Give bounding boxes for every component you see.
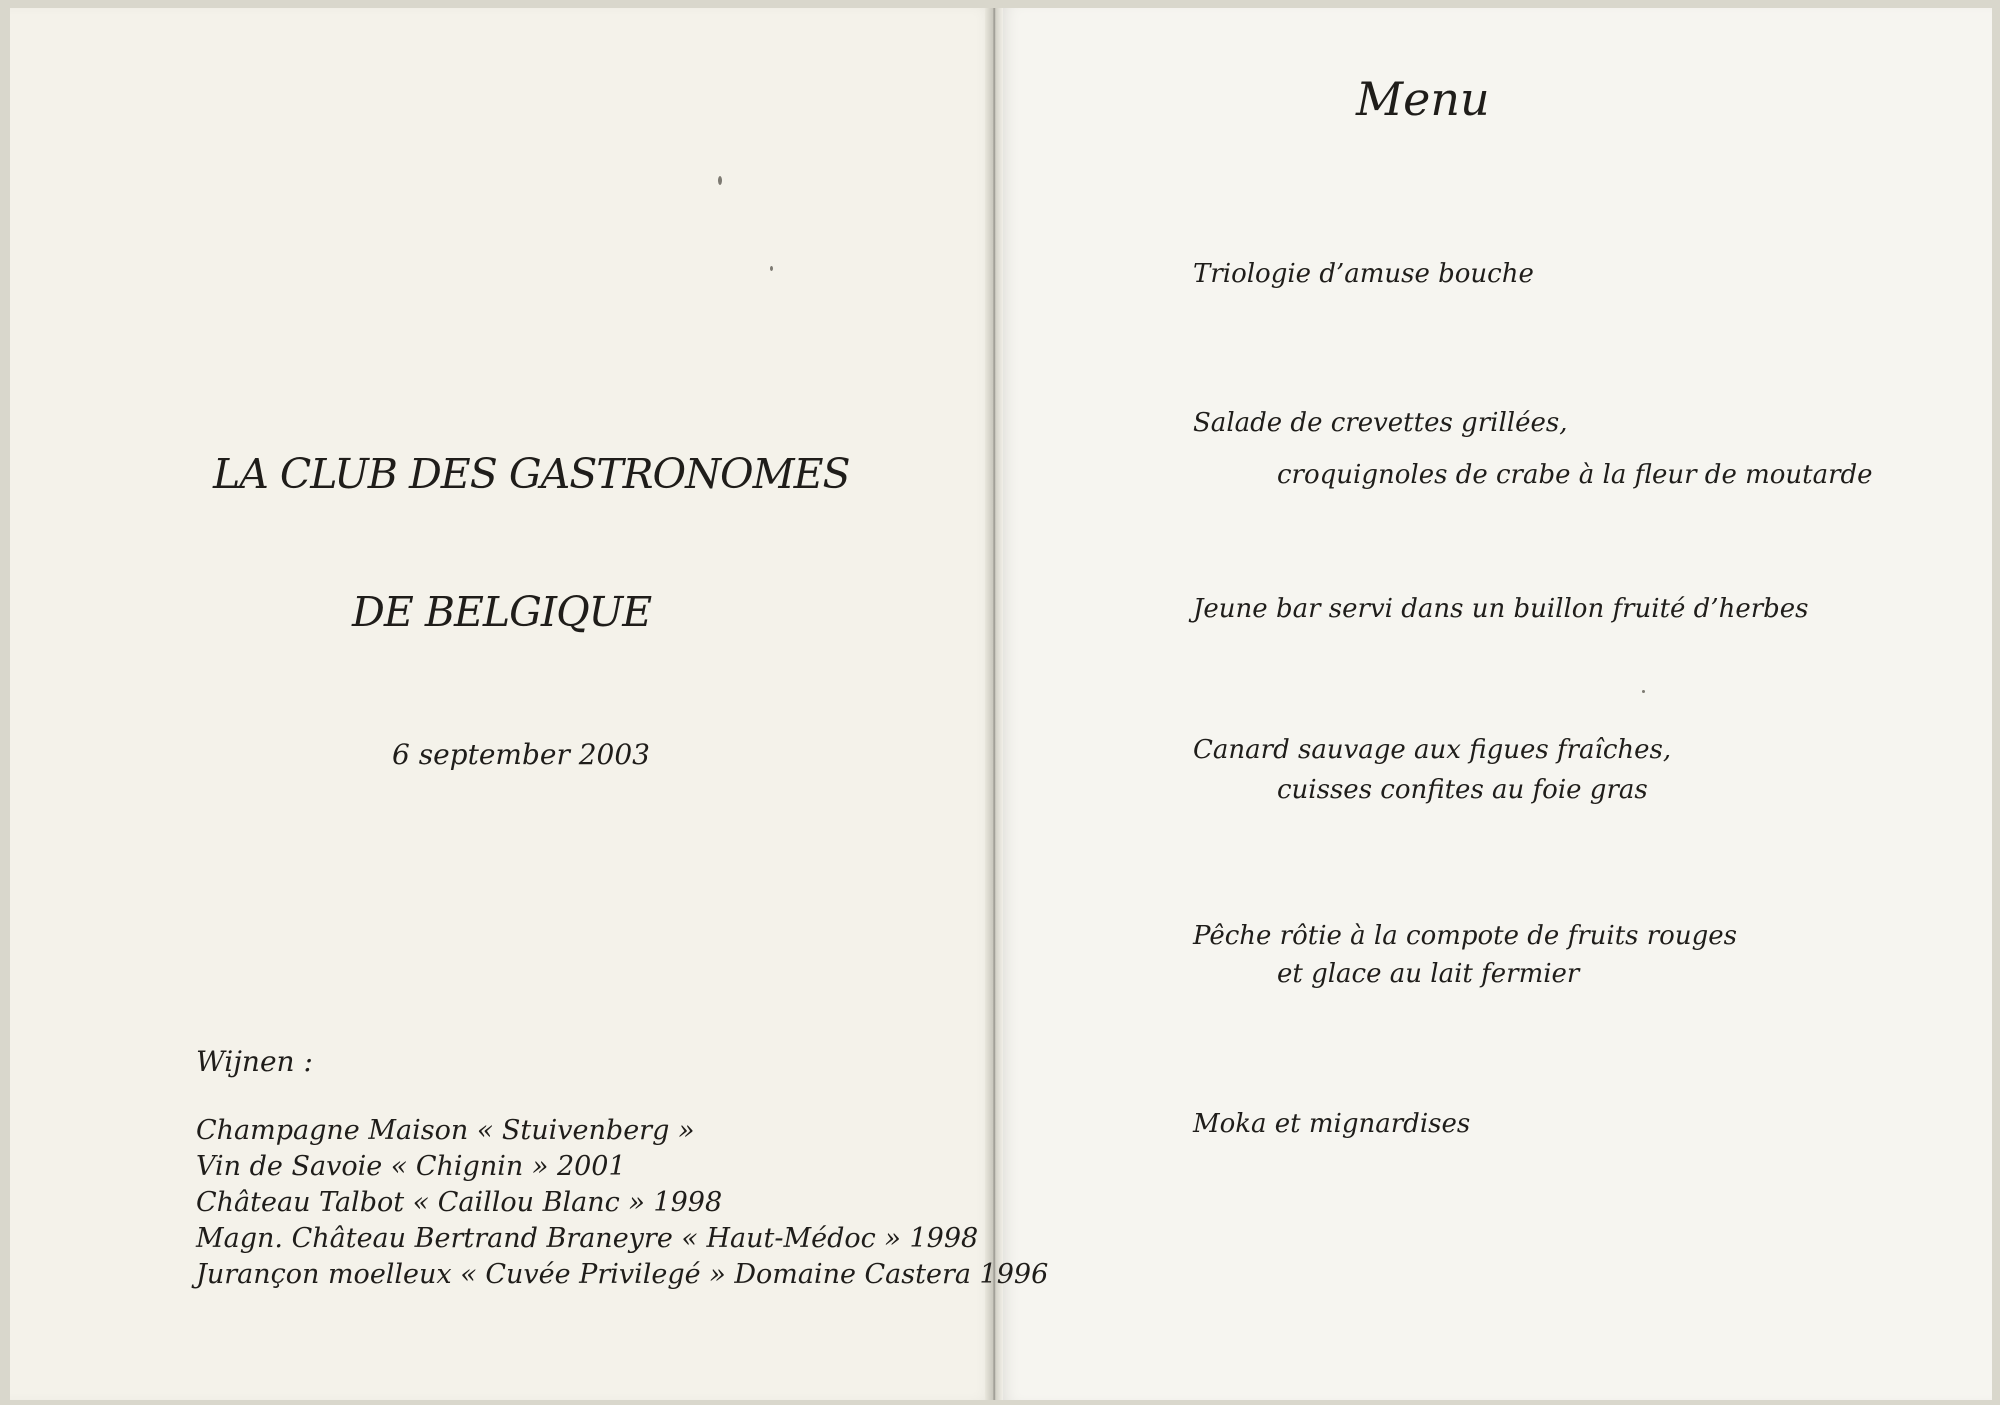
course-canard bbox=[1193, 730, 1671, 810]
wine-item: Champagne Maison « Stuivenberg » bbox=[196, 1115, 695, 1146]
course-line: Triologie d’amuse bouche bbox=[1193, 259, 1534, 289]
course-peche bbox=[1193, 916, 1737, 994]
wine-item: Château Talbot « Caillou Blanc » 1998 bbox=[196, 1187, 723, 1218]
course-line: Canard sauvage aux figues fraîches, bbox=[1193, 735, 1672, 765]
paper-speck bbox=[718, 176, 722, 185]
course-line: Salade de crevettes grillées, bbox=[1193, 408, 1568, 438]
right-page bbox=[1000, 8, 1992, 1400]
course-line: croquignoles de crabe à la fleur de moutarde bbox=[1277, 460, 1873, 490]
event-date: 6 september 2003 bbox=[392, 738, 650, 771]
paper-speck bbox=[1642, 690, 1645, 693]
wine-item: Magn. Château Bertrand Braneyre « Haut-Médoc » 1998 bbox=[196, 1223, 979, 1254]
wine-item: Jurançon moelleux « Cuvée Privilegé » Domaine Castera 1996 bbox=[196, 1259, 1049, 1290]
club-title-line1: LA CLUB DES GASTRONOMES bbox=[213, 450, 850, 498]
wines-heading: Wijnen : bbox=[196, 1045, 313, 1078]
course-amuse-bouche bbox=[1193, 254, 1534, 294]
paper-speck bbox=[770, 266, 773, 271]
menu-title: Menu bbox=[1356, 72, 1490, 126]
course-jeune-bar bbox=[1193, 589, 1809, 629]
course-line: Jeune bar servi dans un buillon fruité d’herbes bbox=[1193, 594, 1809, 624]
course-line: Moka et mignardises bbox=[1193, 1109, 1471, 1139]
course-line: Pêche rôtie à la compote de fruits rouges bbox=[1193, 921, 1737, 951]
course-line: cuisses confites au foie gras bbox=[1277, 775, 1648, 805]
course-salade bbox=[1193, 403, 1873, 495]
course-moka bbox=[1193, 1104, 1470, 1144]
club-title-line2: DE BELGIQUE bbox=[352, 588, 652, 636]
wine-item: Vin de Savoie « Chignin » 2001 bbox=[196, 1151, 626, 1182]
course-line: et glace au lait fermier bbox=[1277, 959, 1580, 989]
wine-list bbox=[196, 1113, 1048, 1293]
